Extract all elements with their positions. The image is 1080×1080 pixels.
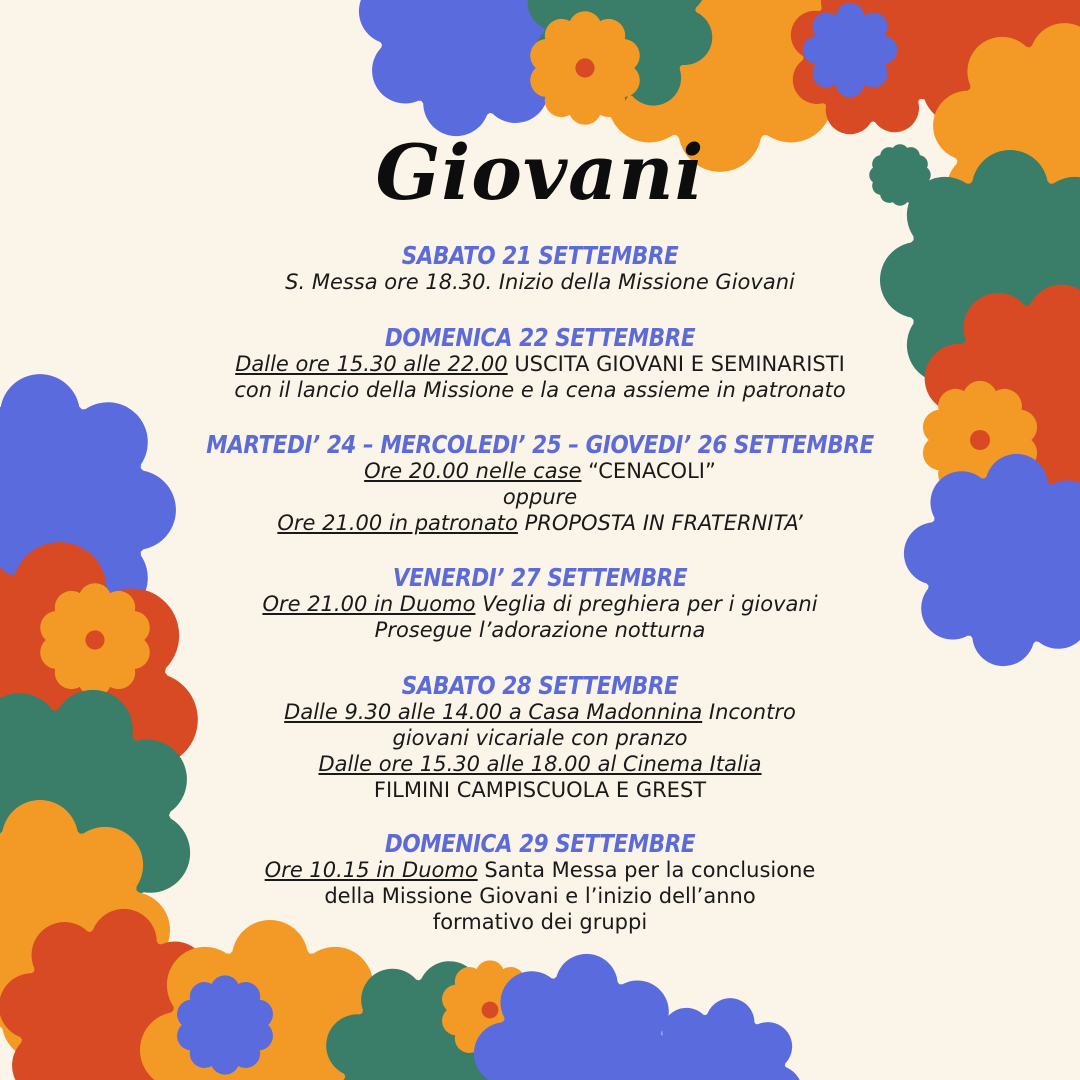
event-martedi-24 xyxy=(140,431,940,536)
event-line xyxy=(140,591,940,617)
event-venerdi-27 xyxy=(140,564,940,643)
event-domenica-22 xyxy=(140,324,940,403)
event-line: giovani vicariale con pranzo xyxy=(392,726,688,750)
event-desc: USCITA GIOVANI E SEMINARISTI xyxy=(507,352,845,376)
event-line: oppure xyxy=(502,485,578,509)
event-desc: Veglia di preghiera per i giovani xyxy=(475,592,818,616)
event-line xyxy=(140,857,940,883)
event-line: della Missione Giovani e l’inizio dell’anno xyxy=(324,884,756,908)
event-day: SABATO 21 SETTEMBRE xyxy=(401,241,679,270)
event-day: DOMENICA 29 SETTEMBRE xyxy=(384,829,696,858)
event-sabato-28 xyxy=(140,672,940,803)
event-line: FILMINI CAMPISCUOLA E GREST xyxy=(373,778,707,802)
event-time: Ore 20.00 nelle case xyxy=(364,459,582,483)
event-line xyxy=(140,351,940,377)
event-day: VENERDI’ 27 SETTEMBRE xyxy=(392,563,688,592)
event-sabato-21 xyxy=(140,242,940,295)
event-line: con il lancio della Missione e la cena assieme in patronato xyxy=(234,378,846,402)
event-desc: PROPOSTA IN FRATERNITA’ xyxy=(517,511,803,535)
event-time: Dalle ore 15.30 alle 18.00 al Cinema Italia xyxy=(318,752,762,776)
event-day: DOMENICA 22 SETTEMBRE xyxy=(384,323,696,352)
event-day: MARTEDI’ 24 – MERCOLEDI’ 25 – GIOVEDI’ 26 SETTEMBRE xyxy=(206,430,874,459)
page-title: Giovani xyxy=(375,128,705,217)
event-time: Dalle 9.30 alle 14.00 a Casa Madonnina xyxy=(284,700,703,724)
event-desc: Santa Messa per la conclusione xyxy=(477,858,816,882)
event-line: formativo dei gruppi xyxy=(432,910,648,934)
event-line xyxy=(140,458,940,484)
event-line xyxy=(140,699,940,725)
event-line xyxy=(140,510,940,536)
event-domenica-29 xyxy=(140,830,940,935)
event-time: Ore 21.00 in Duomo xyxy=(262,592,476,616)
event-desc: “CENACOLI” xyxy=(581,459,716,483)
flower-icon xyxy=(803,3,898,98)
event-time: Dalle ore 15.30 alle 22.00 xyxy=(235,352,508,376)
event-time: Ore 10.15 in Duomo xyxy=(264,858,478,882)
event-line: Prosegue l’adorazione notturna xyxy=(374,618,706,642)
event-desc: Incontro xyxy=(702,700,796,724)
event-time: Ore 21.00 in patronato xyxy=(277,511,518,535)
event-day: SABATO 28 SETTEMBRE xyxy=(401,671,679,700)
event-line: S. Messa ore 18.30. Inizio della Missione Giovani xyxy=(285,270,795,294)
